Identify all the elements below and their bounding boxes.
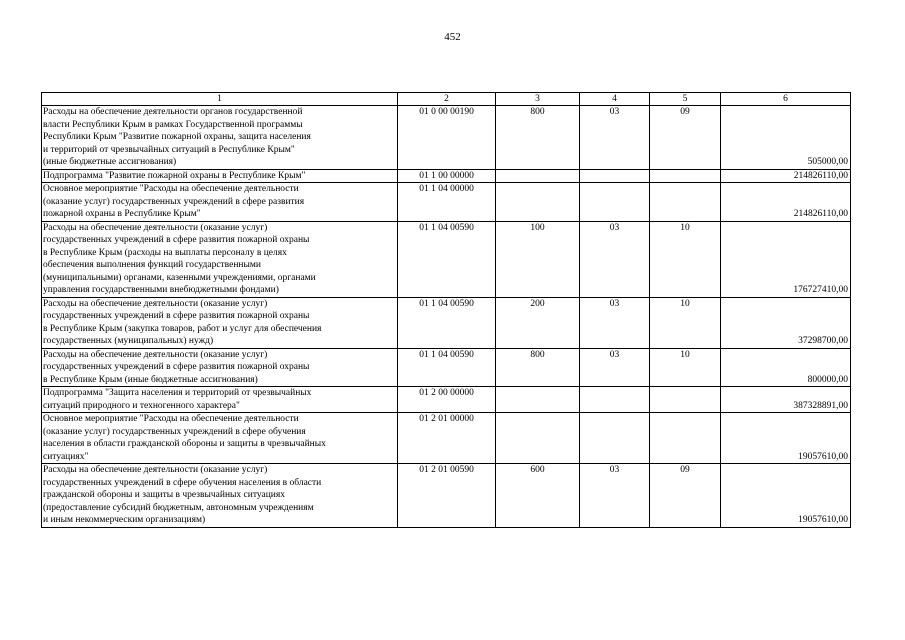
budget-table bbox=[41, 92, 851, 528]
row-subsection: 10 bbox=[650, 297, 721, 348]
row-expense-type bbox=[496, 413, 580, 464]
table-row bbox=[42, 413, 851, 464]
header-col-6: 6 bbox=[721, 93, 851, 106]
row-amount: 800000,00 bbox=[721, 348, 851, 387]
header-col-1: 1 bbox=[42, 93, 398, 106]
row-description: Расходы на обеспечение деятельности (оказание услуг) государственных учреждений в сфере развития пожарной охраны в Республике Крым (иные бюджетные ассигнования) bbox=[42, 348, 398, 387]
row-expense-type bbox=[496, 169, 580, 183]
table-row bbox=[42, 169, 851, 183]
row-expense-type: 100 bbox=[496, 221, 580, 297]
row-description: Основное мероприятие "Расходы на обеспечение деятельности (оказание услуг) государственных учреждений в сфере обучения населения в области гражданской обороны и защиты в чрезвычайных ситуациях" bbox=[42, 413, 398, 464]
row-description: Подпрограмма "Развитие пожарной охраны в Республике Крым" bbox=[42, 169, 398, 183]
row-subsection: 10 bbox=[650, 348, 721, 387]
header-col-2: 2 bbox=[398, 93, 496, 106]
table-row bbox=[42, 297, 851, 348]
row-amount: 387328891,00 bbox=[721, 387, 851, 413]
row-subsection: 10 bbox=[650, 221, 721, 297]
row-subsection bbox=[650, 183, 721, 222]
row-code: 01 2 01 00590 bbox=[398, 464, 496, 528]
row-expense-type: 600 bbox=[496, 464, 580, 528]
row-subsection: 09 bbox=[650, 106, 721, 170]
row-subsection bbox=[650, 169, 721, 183]
row-code: 01 2 01 00000 bbox=[398, 413, 496, 464]
header-col-5: 5 bbox=[650, 93, 721, 106]
table-row bbox=[42, 387, 851, 413]
row-description: Расходы на обеспечение деятельности органов государственной власти Республики Крым в рамках Государственной программы Республики Крым "Развитие пожарной охраны, защита населения и территорий от чрезвычайных ситуаций в Республике Крым" (иные бюджетные ассигнования) bbox=[42, 106, 398, 170]
row-section bbox=[580, 387, 650, 413]
row-amount: 19057610,00 bbox=[721, 464, 851, 528]
row-amount: 505000,00 bbox=[721, 106, 851, 170]
row-amount: 19057610,00 bbox=[721, 413, 851, 464]
table-row bbox=[42, 221, 851, 297]
table-row bbox=[42, 348, 851, 387]
row-code: 01 1 04 00590 bbox=[398, 348, 496, 387]
row-subsection bbox=[650, 413, 721, 464]
row-code: 01 1 04 00590 bbox=[398, 297, 496, 348]
row-subsection bbox=[650, 387, 721, 413]
row-code: 01 2 00 00000 bbox=[398, 387, 496, 413]
row-amount: 176727410,00 bbox=[721, 221, 851, 297]
row-code: 01 1 00 00000 bbox=[398, 169, 496, 183]
header-col-4: 4 bbox=[580, 93, 650, 106]
table-row bbox=[42, 106, 851, 170]
row-description: Расходы на обеспечение деятельности (оказание услуг) государственных учреждений в сфере развития пожарной охраны в Республике Крым (расходы на выплаты персоналу в целях обеспечения выполнения функций государственными (муниципальными) органами, казенными учреждениями, органами управления государственными внебюджетными фондами) bbox=[42, 221, 398, 297]
row-code: 01 1 04 00000 bbox=[398, 183, 496, 222]
row-section: 03 bbox=[580, 221, 650, 297]
row-amount: 214826110,00 bbox=[721, 169, 851, 183]
table-row bbox=[42, 464, 851, 528]
row-section: 03 bbox=[580, 297, 650, 348]
row-subsection: 09 bbox=[650, 464, 721, 528]
table-body bbox=[42, 93, 851, 528]
header-col-3: 3 bbox=[496, 93, 580, 106]
row-expense-type: 800 bbox=[496, 106, 580, 170]
row-section bbox=[580, 183, 650, 222]
row-section bbox=[580, 169, 650, 183]
row-expense-type bbox=[496, 387, 580, 413]
row-code: 01 0 00 00190 bbox=[398, 106, 496, 170]
row-description: Расходы на обеспечение деятельности (оказание услуг) государственных учреждений в сфере обучения населения в области гражданской обороны и защиты в чрезвычайных ситуациях (предоставление субсидий бюджетным, автономным учреждениям и иным некоммерческим организациям) bbox=[42, 464, 398, 528]
row-expense-type: 800 bbox=[496, 348, 580, 387]
row-amount: 214826110,00 bbox=[721, 183, 851, 222]
row-description: Подпрограмма "Защита населения и территорий от чрезвычайных ситуаций природного и техногенного характера" bbox=[42, 387, 398, 413]
row-description: Основное мероприятие "Расходы на обеспечение деятельности (оказание услуг) государственных учреждений в сфере развития пожарной охраны в Республике Крым" bbox=[42, 183, 398, 222]
row-section: 03 bbox=[580, 348, 650, 387]
row-section: 03 bbox=[580, 464, 650, 528]
row-expense-type: 200 bbox=[496, 297, 580, 348]
row-expense-type bbox=[496, 183, 580, 222]
row-description: Расходы на обеспечение деятельности (оказание услуг) государственных учреждений в сфере развития пожарной охраны в Республике Крым (закупка товаров, работ и услуг для обеспечения государственных (муниципальных) нужд) bbox=[42, 297, 398, 348]
table-header-row bbox=[42, 93, 851, 106]
row-code: 01 1 04 00590 bbox=[398, 221, 496, 297]
row-section: 03 bbox=[580, 106, 650, 170]
row-amount: 37298700,00 bbox=[721, 297, 851, 348]
table-row bbox=[42, 183, 851, 222]
row-section bbox=[580, 413, 650, 464]
page-number: 452 bbox=[444, 31, 461, 43]
